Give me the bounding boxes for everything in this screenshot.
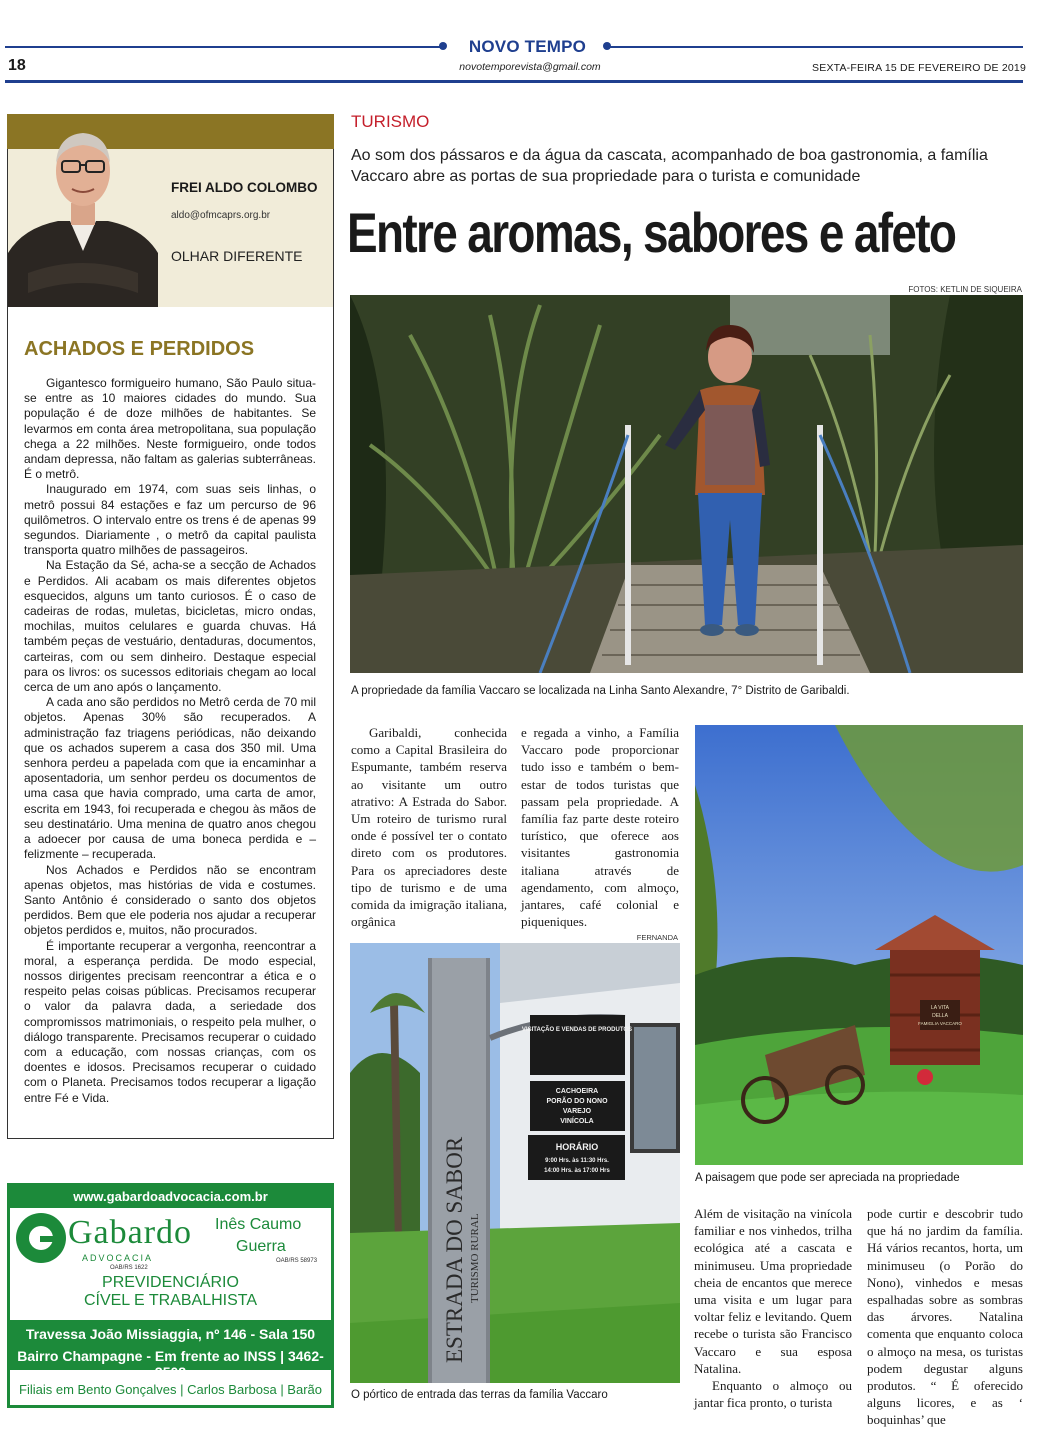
edition-date: SEXTA-FEIRA 15 DE FEVEREIRO DE 2019	[812, 62, 1026, 74]
column-paragraph: Na Estação da Sé, acha-se a secção de Achados e Perdidos. Ali acabam os mais diferentes objetos esquecidos, alguns um tanto curiosos. É o caso de cadeiras de rodas, muletas, bicicletas, micro ondas, mochilas, muitos celulares e guarda chuvas. Há também peças de vestuário, dentaduras, documentos, carteiras, com ou sem dinheiro. Destaque especial para os livros: os sucessos editoriais chegam ao local cerca de um ano após o lançamento.	[24, 558, 316, 695]
caption-garden: A paisagem que pode ser apreciada na propriedade	[695, 1172, 960, 1184]
article-paragraph: Enquanto o almoço ou jantar fica pronto, o turista	[694, 1378, 852, 1411]
page-number: 18	[8, 57, 26, 74]
publication-title: NOVO TEMPO	[468, 37, 587, 56]
masthead-rule-right	[610, 46, 1023, 48]
ad-address-2: Bairro Champagne - Em frente ao INSS | 3462-3508	[17, 1348, 324, 1380]
ad-lawyer-last: Guerra	[236, 1238, 286, 1255]
gate-post-title: ESTRADA DO SABOR	[442, 1136, 467, 1363]
ad-oab-lawyer: OAB/RS 58973	[276, 1258, 318, 1264]
gate-post-subtitle: TURISMO RURAL	[469, 1213, 481, 1303]
column-name: OLHAR DIFERENTE	[171, 248, 303, 264]
article-column-2	[521, 724, 679, 930]
header-rule	[5, 80, 1023, 83]
column-paragraph: A cada ano são perdidos no Metrô cerda de 70 mil objetos. Apenas 30% são recuperados. A administração faz triagens periódicas, não deixando que os achados superem a casa dos 350 mil. Uma senhora perdeu a papelada com que ia encaminhar a aposentadoria, um senhor perdeu os documentos de uma casa que havia comprado, uma carta de amor, escrita em 1943, foi recuperada e chegou às mãos de seu destinatário. Uma menina de quatro anos chegou a adoecer por causa de uma boneca perdida e – felizmente – recuperada.	[24, 695, 316, 862]
ad-branches: Filiais em Bento Gonçalves | Carlos Barbosa | Barão	[19, 1382, 322, 1397]
article-paragraph: pode curtir e descobrir tudo que há no jardim da família. Há vários recantos, horta, um minimuseu (o Porão do Nono), vinhedos e mesas espalhadas sobre as sombras das árvores. Natalina comenta que enquanto coloca o almoço na mesa, os turistas podem degustar alguns produtos. “ É oferecido alguns licores, e as ‘ boquinhas’ que	[867, 1206, 1023, 1428]
sign-board-3-title: HORÁRIO	[555, 1142, 599, 1152]
photo-credit-main: FOTOS: KETLIN DE SIQUEIRA	[908, 285, 1022, 294]
article-paragraph: Garibaldi, conhecida como a Capital Brasileira do Espumante, também reserva ao visitante um outro atrativo: A Estrada do Sabor. Um roteiro de turismo rural onde é possível ter o contato direto com os produtores. Para os apreciadores deste tipo de turismo e de uma comida da imigração italiana, orgânica	[351, 725, 507, 930]
article-column-4	[867, 1205, 1023, 1429]
gate-photo	[350, 943, 680, 1383]
section-label: TURISMO	[351, 112, 430, 131]
column-paragraph: É importante recuperar a vergonha, reencontrar a moral, a esperança perdida. De modo especial, nossos dirigentes precisam reencontrar a ética e o respeito pelas coisas públicas. Precisamos recuperar o valor da palavra dada, a seriedade dos compromissos matrimoniais, o respeito pela mulher, o diálogo transparente. Precisamos recuperar o cuidado com a educação, com nossas crianças, com os doentes e idosos. Precisamos recuperar o cuidado com o Planeta. Precisamos todos recuperar a ligação entre Fé e Vida.	[24, 938, 316, 1105]
law-firm-ad	[7, 1183, 334, 1408]
sign-board-2-line-2: PORÃO DO NONO	[546, 1098, 608, 1105]
caption-gate: O pórtico de entrada das terras da família Vaccaro	[351, 1389, 608, 1401]
author-name: FREI ALDO COLOMBO	[171, 180, 318, 195]
publication-email: novotemporevista@gmail.com	[459, 61, 601, 73]
main-photo	[350, 295, 1023, 673]
author-photo	[8, 123, 158, 307]
ad-address-1: Travessa João Missiaggia, nº 146 - Sala 150	[25, 1326, 316, 1342]
ad-lawyer-first: Inês Caumo	[215, 1216, 302, 1233]
column-headline: ACHADOS E PERDIDOS	[24, 338, 255, 360]
sign-board-2-line-1: CACHOEIRA	[555, 1088, 599, 1095]
ad-brand: Gabardo	[68, 1214, 193, 1251]
ad-logo-bar	[40, 1236, 64, 1242]
article-deck: Ao som dos pássaros e da água da cascata, acompanhado de boa gastronomia, a família Vaccaro abre as portas de sua propriedade para o turista e comunidade	[351, 147, 988, 185]
article-paragraph: Além de visitação na vinícola familiar e nos vinhedos, trilha ecológica até a cascata e minimuseu. Uma propriedade cheia de encantos que merece uma visita e um lugar para voltar feliz e levitando. Quem recebe o turista são Francisco Vaccaro e sua esposa Natalina.	[694, 1206, 852, 1376]
sign-board-2-line-3: VAREJO	[562, 1108, 592, 1115]
garden-sign-line-1: LA VITA	[931, 1005, 949, 1011]
ad-oab-firm: OAB/RS 1622	[110, 1265, 148, 1271]
column-body	[24, 376, 316, 1106]
column-paragraph: Gigantesco formigueiro humano, São Paulo situa-se entre as 10 maiores cidades do mundo. Sua população é de doze milhões de habitantes. Se levarmos em conta área metropolitana, sua população chega a 22 milhões. Neste formigueiro, onde todos andam depressa, não faltam as galerias subterrâneas. É o metrô.	[24, 376, 316, 482]
garden-sign-line-3: FAMIGLIA VACCARO	[918, 1021, 962, 1026]
sign-board-2-line-4: VINÍCOLA	[560, 1118, 594, 1125]
masthead-dot-left	[439, 42, 447, 50]
sign-board-3-line-1: 9:00 Hrs. às 11:30 Hrs.	[545, 1158, 609, 1164]
ad-website: www.gabardoadvocacia.com.br	[10, 1186, 331, 1208]
author-email: aldo@ofmcaprs.org.br	[171, 210, 271, 221]
column-paragraph: Inaugurado em 1974, com suas seis linhas, o metrô possui 84 estações e faz um percurso de 96 quilômetros. O intervalo entre os trens é de apenas 99 segundos. Diariamente , o metrô da capital paulista transporta quatro milhões de passageiros.	[24, 482, 316, 558]
ad-area-2: CÍVEL E TRABALHISTA	[83, 1292, 258, 1309]
sign-board-1: VISITAÇÃO E VENDAS DE PRODUTOS	[521, 1027, 633, 1033]
garden-sign-line-2: DELLA	[932, 1013, 948, 1019]
caption-main: A propriedade da família Vaccaro se localizada na Linha Santo Alexandre, 7° Distrito de Garibaldi.	[351, 685, 850, 697]
photo-credit-gate: FERNANDA	[636, 933, 678, 942]
column-paragraph: Nos Achados e Perdidos não se encontram apenas objetos, mas histórias de vida e costumes. Santo Antônio é considerado o santo dos objetos perdidos. Bem que ele poderia nos ajudar a recuperar objetos perdidos e, muitos, não procurados.	[24, 862, 316, 938]
article-column-3	[694, 1205, 852, 1411]
article-column-1	[351, 724, 507, 930]
ad-area-1: PREVIDENCIÁRIO	[102, 1274, 239, 1291]
ad-brand-sub: ADVOCACIA	[82, 1253, 154, 1263]
sign-board-3-line-2: 14:00 Hrs. às 17:00 Hrs	[544, 1168, 610, 1174]
article-headline: Entre aromas, sabores e afeto	[347, 201, 956, 264]
masthead-rule-left	[5, 46, 443, 48]
article-paragraph: e regada a vinho, a Família Vaccaro pode proporcionar tudo isso e também o bem-estar de todos turistas que passam pela propriedade. A família faz parte deste roteiro turístico, que oferece aos visitantes gastronomia italiana através de agendamento, com almoço, jantares, café colonial e piqueniques.	[521, 725, 679, 930]
garden-photo	[695, 725, 1023, 1165]
